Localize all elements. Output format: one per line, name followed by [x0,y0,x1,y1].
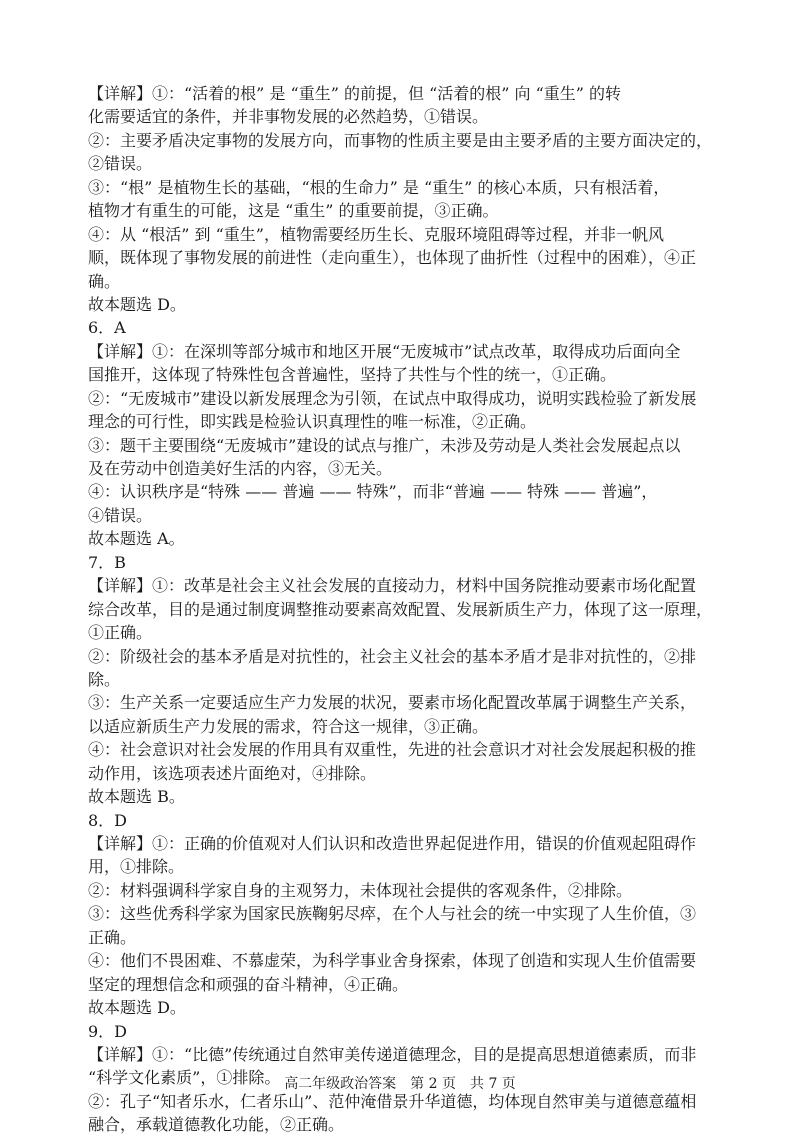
text-line: “科学文化素质”，①排除。 [88,1068,281,1088]
text-line: 【详解】①：“比德”传统通过自然审美传递道德理念，目的是提高思想道德素质，而非 [88,1044,697,1064]
text-line: 正确。 [88,927,137,947]
text-line: 【详解】①：正确的价值观对人们认识和改造世界起促进作用，错误的价值观起阻碍作 [88,834,697,853]
question-number: 6．A [88,318,126,338]
page-footer: 高二年级政治答案 第 2 页 共 7 页 [284,1076,516,1092]
text-line: ③：题干主要围绕“无废城市”建设的试点与推广，未涉及劳动是人类社会发展起点以 [88,435,681,455]
conclusion-line: 故本题选 A。 [88,529,185,549]
text-line: ②：孔子“知者乐水，仁者乐山”、范仲淹借景升华道德，均体现自然审美与道德意蕴相 [88,1091,697,1111]
text-line: ②：主要矛盾决定事物的发展方向，而事物的性质主要是由主要矛盾的主要方面决定的， [88,130,713,150]
text-line: ③：生产关系一定要适应生产力发展的状况，要素市场化配置改革属于调整生产关系， [88,693,697,713]
text-line: 确。 [88,271,121,291]
text-line: ④：认识秩序是“特殊 —— 普遍 —— 特殊”，而非“普遍 —— 特殊 —— 普遍”， [88,482,658,502]
text-line: 【详解】①：在深圳等部分城市和地区开展“无废城市”试点改革，取得成功后面向全 [88,341,681,361]
text-line: ①正确。 [88,623,153,643]
text-line: 综合改革，目的是通过制度调整推动要素高效配置、发展新质生产力，体现了这一原理， [88,599,713,619]
text-line: ②：阶级社会的基本矛盾是对抗性的，社会主义社会的基本矛盾才是非对抗性的，②排 [88,646,697,666]
question-number: 9．D [88,1021,128,1041]
text-line: 以适应新质生产力发展的需求，符合这一规律，③正确。 [88,716,489,736]
text-line: 融合，承载道德教化功能，②正确。 [88,1115,345,1135]
question-number: 8．D [88,810,128,830]
text-line: 理念的可行性，即实践是检验认识真理性的唯一标准，②正确。 [88,412,537,432]
text-line: ④：从 “根活” 到 “重生”，植物需要经历生长、克服环境阻碍等过程，并非一帆风 [88,224,664,244]
conclusion-line: 故本题选 B。 [88,787,185,807]
text-line: 动作用，该选项表述片面绝对，④排除。 [88,763,377,783]
text-line: 【详解】①：“活着的根” 是 “重生” 的前提，但 “活着的根” 向 “重生” 的转 [88,84,622,103]
text-line: 用，①排除。 [88,857,185,877]
text-line: 国推开，这体现了特殊性包含普遍性，坚持了共性与个性的统一，①正确。 [88,365,617,385]
text-line: 及在劳动中创造美好生活的内容，③无关。 [88,459,393,478]
text-line: 除。 [88,669,121,689]
text-line: ③：“根” 是植物生长的基础，“根的生命力” 是 “重生” 的核心本质，只有根活着， [88,177,670,197]
text-line: 化需要适宜的条件，并非事物发展的必然趋势，①错误。 [88,107,489,127]
text-line: ④错误。 [88,505,153,525]
conclusion-line: 故本题选 D。 [88,294,186,314]
text-line: 植物才有重生的可能，这是 “重生” 的重要前提，③正确。 [88,201,499,221]
text-line: ②：材料强调科学家自身的主观努力，未体现社会提供的客观条件，②排除。 [88,880,633,900]
answer-content [88,82,716,1137]
text-line: ②：“无废城市”建设以新发展理念为引领，在试点中取得成功，说明实践检验了新发展 [88,388,697,408]
text-line: 顺，既体现了事物发展的前进性（走向重生），也体现了曲折性（过程中的困难），④正 [88,248,697,268]
question-number: 7．B [88,552,126,572]
text-line: ②错误。 [88,154,153,174]
conclusion-line: 故本题选 D。 [88,998,186,1018]
text-line: ④：他们不畏困难、不慕虚荣，为科学事业舍身探索，体现了创造和实现人生价值需要 [88,951,697,971]
text-line: 坚定的理想信念和顽强的奋斗精神，④正确。 [88,974,409,994]
text-line: ④：社会意识对社会发展的作用具有双重性，先进的社会意识才对社会发展起积极的推 [88,740,697,760]
text-line: ③：这些优秀科学家为国家民族鞠躬尽瘁，在个人与社会的统一中实现了人生价值，③ [88,904,697,924]
text-line: 【详解】①：改革是社会主义社会发展的直接动力，材料中国务院推动要素市场化配置 [88,576,697,596]
